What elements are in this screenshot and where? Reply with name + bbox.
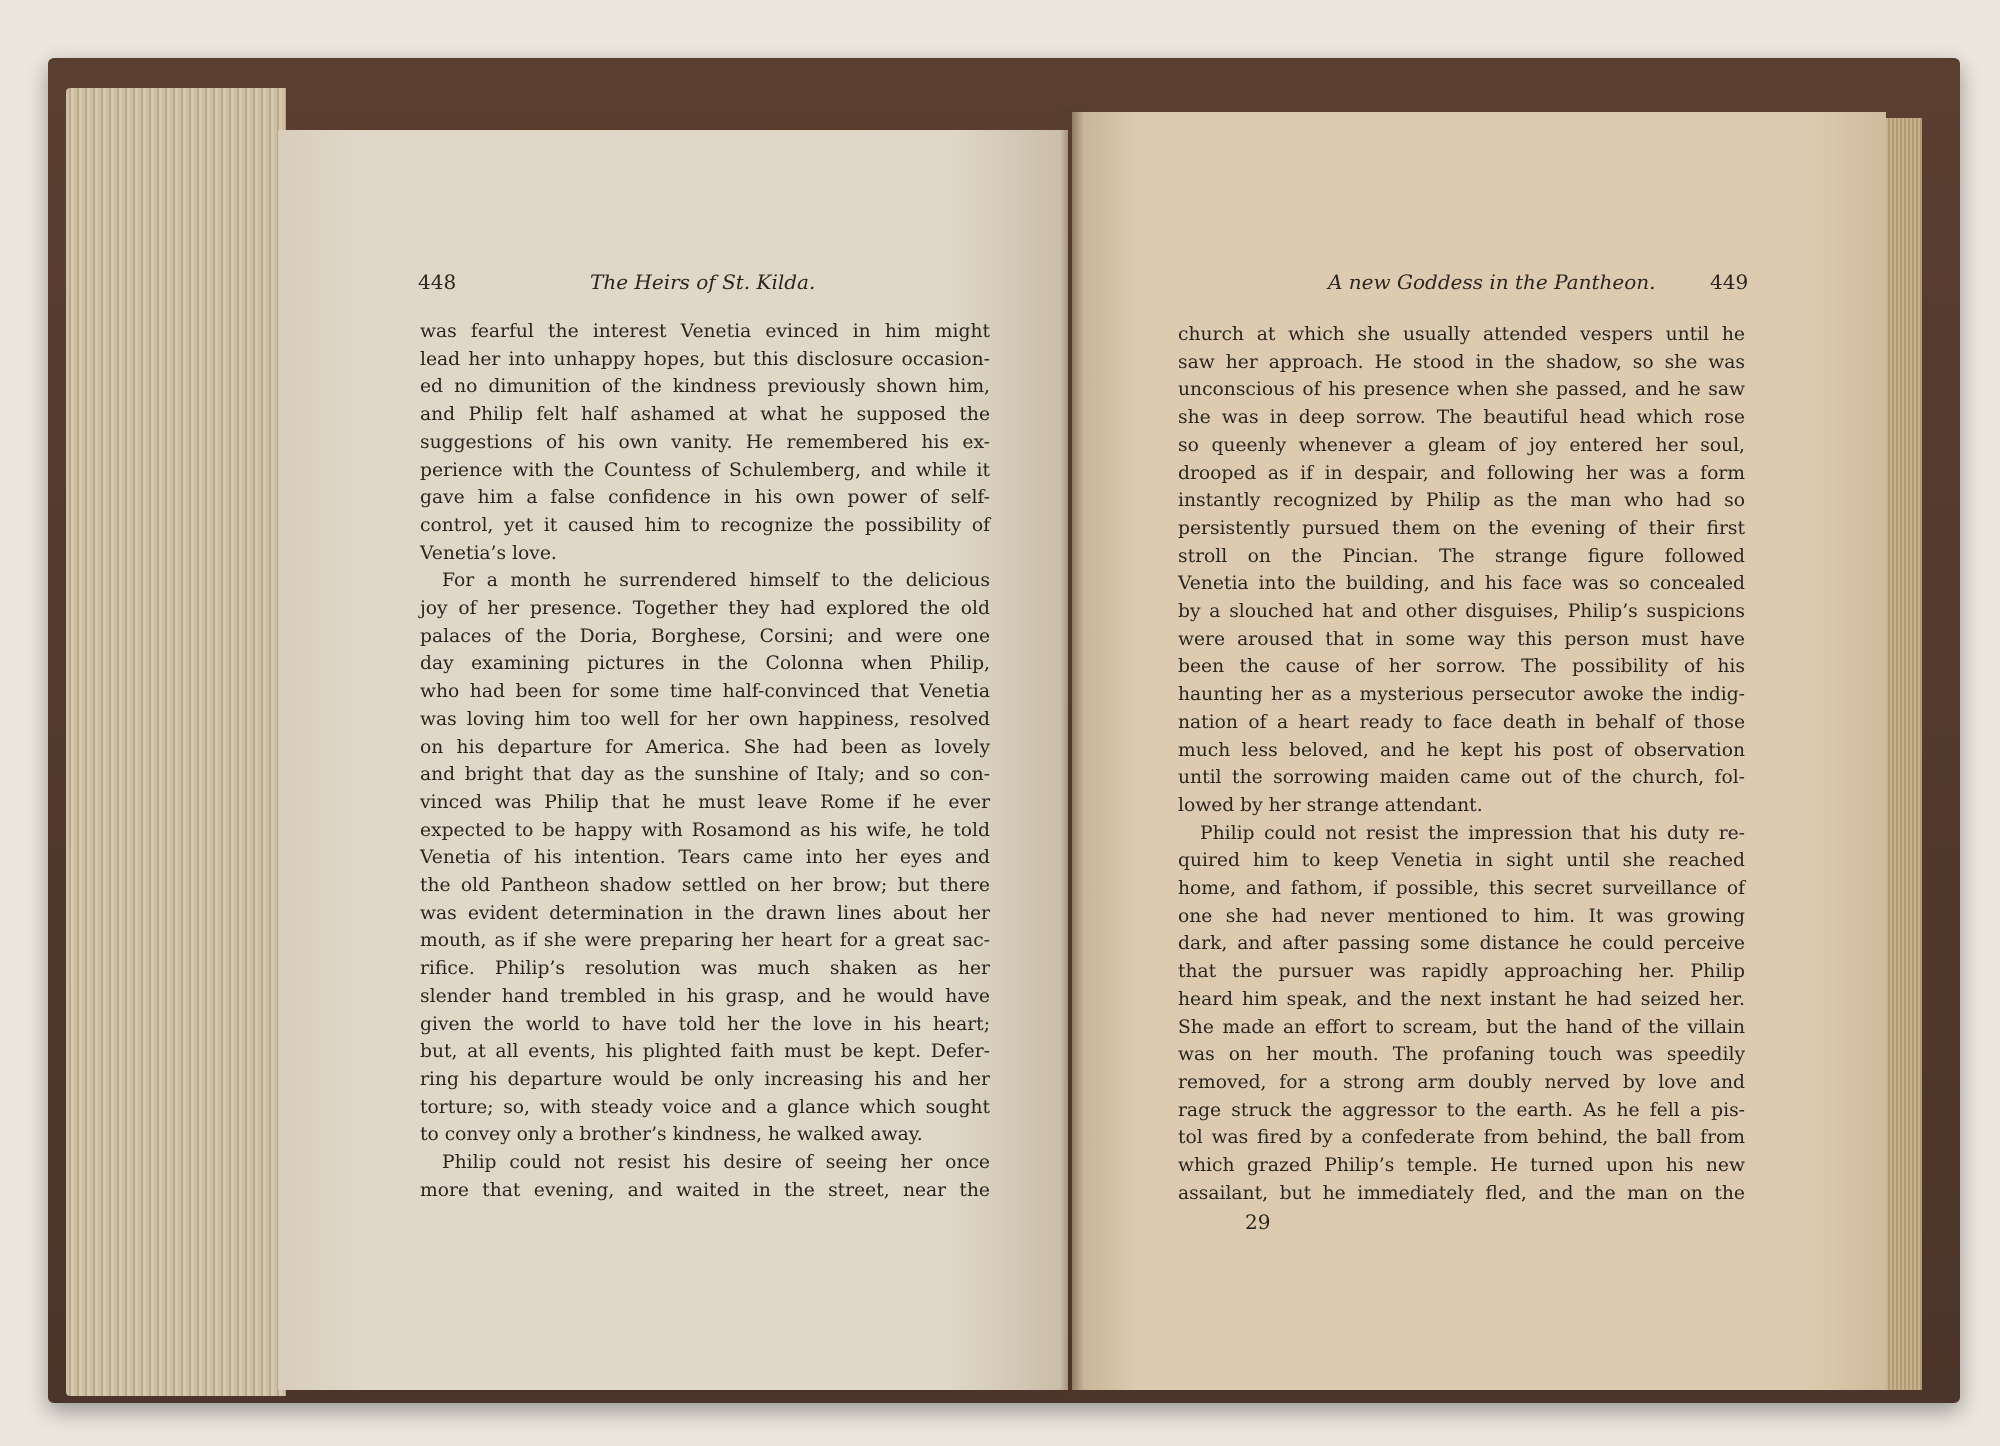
text-line: rage struck the aggressor to the earth. As he fell a pis- [1178,1099,1745,1121]
text-line: saw her approach. He stood in the shadow, so she was [1178,351,1745,373]
text-line: on his departure for America. She had been as lovely [420,736,990,758]
text-line: drooped as if in despair, and following her was a form [1178,462,1745,484]
text-line: Venetia’s love. [420,542,557,564]
text-line: been the cause of her sorrow. The possibility of his [1178,656,1745,678]
text-line: was on her mouth. The profaning touch was speedily [1178,1044,1745,1066]
left-page-number: 448 [418,270,457,294]
text-line: gave him a false confidence in his own power of self- [420,487,990,509]
text-line: given the world to have told her the love in his heart; [420,1013,990,1035]
text-line: She made an effort to scream, but the hand of the villain [1178,1016,1745,1038]
text-line: but, at all events, his plighted faith must be kept. Defer- [420,1041,990,1063]
text-line: which grazed Philip’s temple. He turned upon his new [1178,1155,1745,1177]
text-line: were aroused that in some way this person must have [1178,628,1745,650]
text-line: she was in deep sorrow. The beautiful head which rose [1178,407,1745,429]
text-line: until the sorrowing maiden came out of the church, fol- [1178,767,1745,789]
text-line: rifice. Philip’s resolution was much shaken as her [420,958,990,980]
text-line: more that evening, and waited in the street, near the [420,1179,990,1201]
text-line: torture; so, with steady voice and a glance which sought [420,1096,990,1118]
text-line: lowed by her strange attendant. [1178,794,1483,816]
text-line: Venetia of his intention. Tears came into her eyes and [420,847,990,869]
text-line: mouth, as if she were preparing her heart for a great sac- [420,930,990,952]
book-gutter [1060,108,1084,1398]
text-line: one she had never mentioned to him. It was growing [1178,905,1745,927]
text-line: removed, for a strong arm doubly nerved by love and [1178,1071,1745,1093]
text-line: so queenly whenever a gleam of joy entered her soul, [1178,434,1745,456]
text-line: vinced was Philip that he must leave Rome if he ever [420,791,990,813]
text-line: perience with the Countess of Schulemberg, and while it [420,459,990,481]
text-line: home, and fathom, if possible, this secret surveillance of [1178,878,1745,900]
text-line: to convey only a brother’s kindness, he walked away. [420,1124,923,1146]
text-line: was fearful the interest Venetia evinced in him might [420,321,990,342]
text-line: church at which she usually attended vespers until he [1178,324,1745,345]
text-line: For a month he surrendered himself to the delicious [442,570,990,592]
text-line: palaces of the Doria, Borghese, Corsini; and were one [420,625,990,647]
text-line: stroll on the Pincian. The strange figure followed [1178,545,1745,567]
text-line: instantly recognized by Philip as the man who had so [1178,490,1745,512]
text-line: slender hand trembled in his grasp, and he would have [420,985,990,1007]
text-line: Philip could not resist the impression that his duty re- [1200,822,1745,844]
signature-mark: 29 [1245,1210,1271,1234]
text-line: Philip could not resist his desire of seeing her once [442,1152,990,1174]
text-line: persistently pursued them on the evening of their first [1178,517,1745,539]
page-edges-right [1882,118,1922,1390]
text-line: expected to be happy with Rosamond as his wife, he told [420,819,990,841]
text-line: dark, and after passing some distance he could perceive [1178,933,1745,955]
text-line: ring his departure would be only increasing his and her [420,1068,990,1090]
text-line: tol was fired by a confederate from behind, the ball from [1178,1127,1745,1149]
text-line: that the pursuer was rapidly approaching her. Philip [1178,961,1745,983]
text-line: haunting her as a mysterious persecutor awoke the indig- [1178,684,1745,706]
text-line: and Philip felt half ashamed at what he supposed the [420,404,990,426]
text-line: who had been for some time half-convinced that Venetia [420,681,990,703]
text-line: ed no dimunition of the kindness previously shown him, [420,376,990,398]
text-line: joy of her presence. Together they had explored the old [420,598,990,620]
text-line: and bright that day as the sunshine of Italy; and so con- [420,764,990,786]
text-line: was evident determination in the drawn lines about her [420,902,990,924]
text-line: quired him to keep Venetia in sight until she reached [1178,850,1745,872]
text-line: was loving him too well for her own happiness, resolved [420,708,990,730]
text-line: the old Pantheon shadow settled on her brow; but there [420,875,990,897]
text-line: suggestions of his own vanity. He remembered his ex- [420,431,990,453]
text-line: control, yet it caused him to recognize the possibility of [420,514,990,536]
text-line: much less beloved, and he kept his post of observation [1178,739,1745,761]
text-line: assailant, but he immediately fled, and the man on the [1178,1182,1745,1204]
right-page-text [1178,321,1745,1208]
text-line: unconscious of his presence when she passed, and he saw [1178,379,1745,401]
page-edges-left [66,88,286,1396]
text-line: day examining pictures in the Colonna when Philip, [420,653,990,675]
text-line: heard him speak, and the next instant he had seized her. [1178,988,1745,1010]
right-page-number: 449 [1710,270,1749,294]
left-page-text [420,318,990,1205]
text-line: by a slouched hat and other disguises, Philip’s suspicions [1178,601,1745,623]
text-line: Venetia into the building, and his face was so concealed [1178,573,1745,595]
text-line: lead her into unhappy hopes, but this disclosure occasion- [420,348,990,370]
right-running-title: A new Goddess in the Pantheon. [1328,270,1656,294]
left-running-title: The Heirs of St. Kilda. [590,270,816,294]
text-line: nation of a heart ready to face death in behalf of those [1178,711,1745,733]
